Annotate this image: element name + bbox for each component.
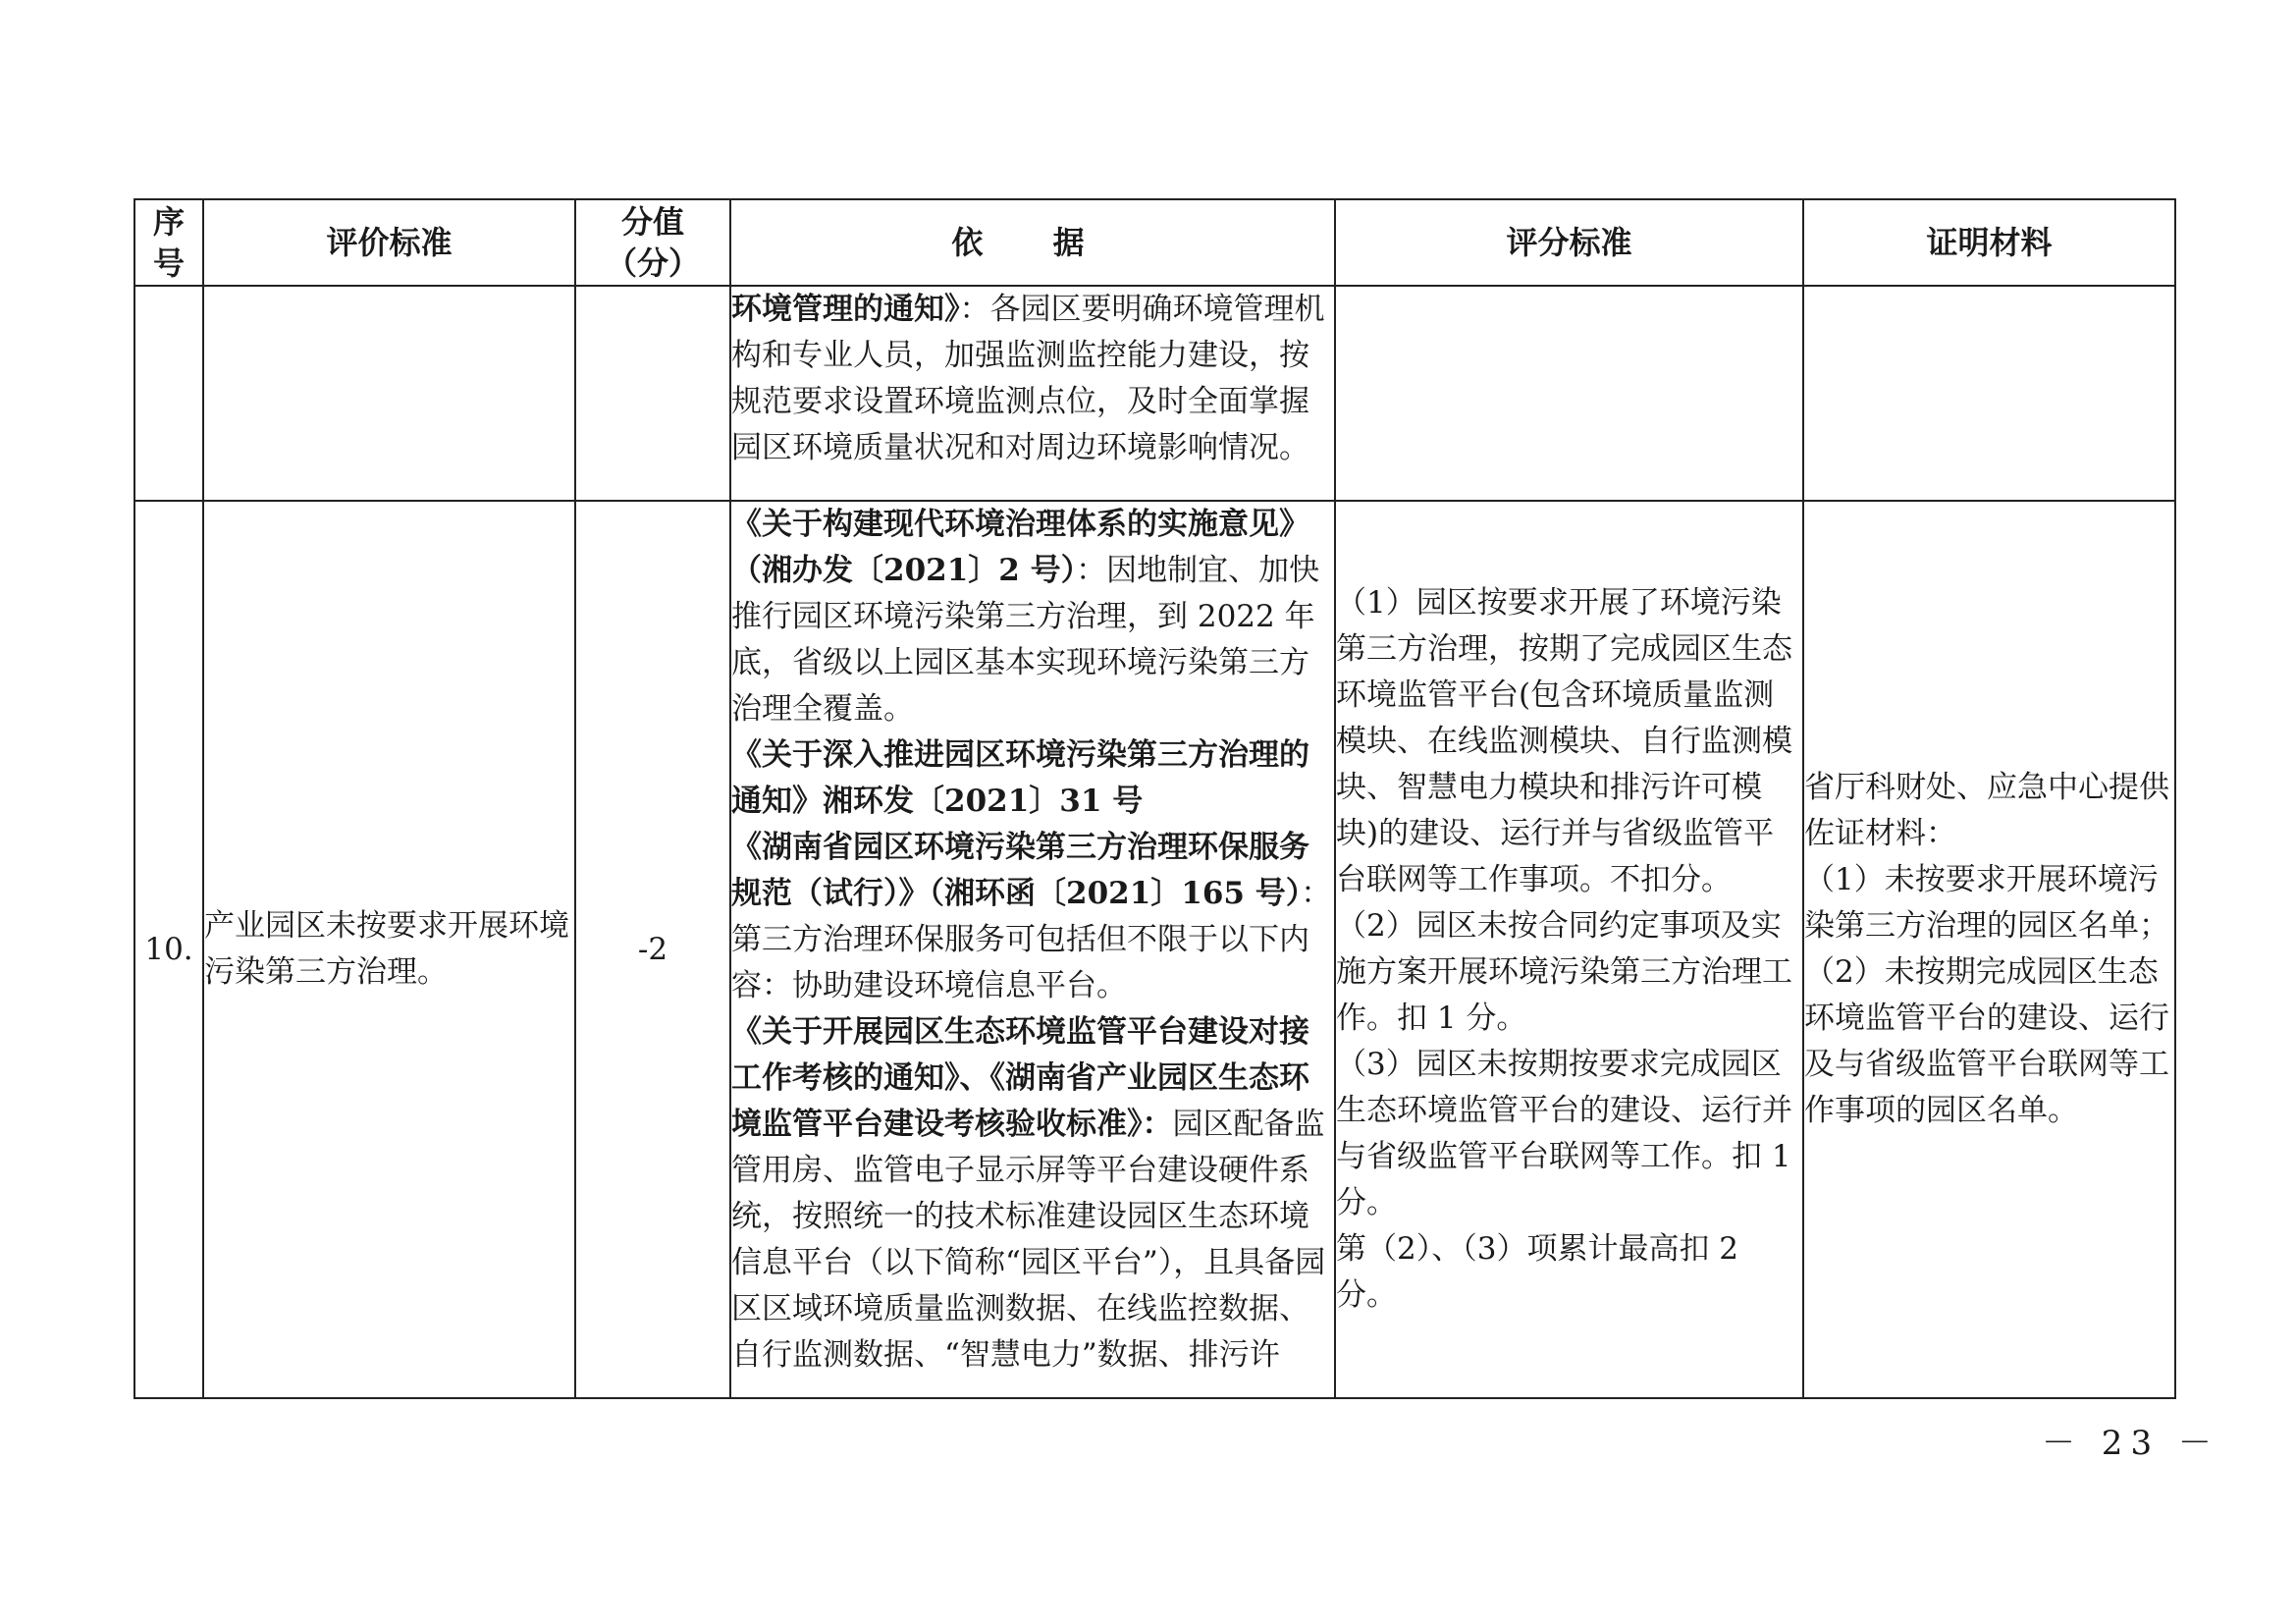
basis-title: 《湖南省园区环境污染第三方治理环保服务规范（试行）》（湘环函〔2021〕165 号）: [731, 830, 1309, 911]
basis-paragraph: [731, 732, 1334, 825]
scoring-item: （1）园区按要求开展了环境污染第三方治理，按期了完成园区生态环境监管平台(包含环境质量监测模块、在线监测模块、自行监测模块、智慧电力模块和排污许可模块)的建设、运行并与省级监管平台联网等工作事项。不扣分。: [1336, 585, 1792, 897]
basis-paragraph: [731, 1009, 1334, 1379]
evaluation-table: [133, 198, 2176, 1399]
basis-text: ：因地制宜、加快推行园区环境污染第三方治理，到 2022 年底，省级以上园区基本实现环境污染第三方治理全覆盖。: [731, 553, 1320, 727]
basis-paragraph: [731, 287, 1334, 471]
cell-criterion: 产业园区未按要求开展环境污染第三方治理。: [203, 501, 575, 1398]
header-index: [134, 199, 203, 286]
header-score: [575, 199, 730, 286]
cell-scoring: [1335, 501, 1803, 1398]
basis-text: ：各园区要明确环境管理机构和专业人员，加强监测监控能力建设，按规范要求设置环境监测点位，及时全面掌握园区环境质量状况和对周边环境影响情况。: [731, 292, 1325, 465]
header-evidence: 证明材料: [1803, 199, 2175, 286]
basis-title: 环境管理的通知》: [731, 292, 960, 327]
table-row-continued: [134, 286, 2175, 501]
page-number: － 23 －: [2042, 1424, 2219, 1463]
cell-criterion-empty: [203, 286, 575, 501]
cell-index-empty: [134, 286, 203, 501]
scoring-item: 第（2）、（3）项累计最高扣 2 分。: [1336, 1231, 1739, 1313]
header-criterion: 评价标准: [203, 199, 575, 286]
basis-title: 《关于构建现代环境治理体系的实施意见》（湘办发〔2021〕2 号）: [731, 507, 1309, 588]
cell-basis-continued: [730, 286, 1335, 501]
evidence-item: （1）未按要求开展环境污染第三方治理的园区名单；: [1804, 862, 2169, 944]
header-index-line1: 序: [152, 203, 185, 241]
header-row: [134, 199, 2175, 286]
basis-paragraph: [731, 825, 1334, 1009]
header-scoring: 评分标准: [1335, 199, 1803, 286]
header-score-line2: （分）: [605, 244, 700, 282]
basis-text: 园区配备监管用房、监管电子显示屏等平台建设硬件系统，按照统一的技术标准建设园区生态环境信息平台（以下简称“园区平台”），且具备园区区域环境质量监测数据、在线监控数据、自行监测数据、“智慧电力”数据、排污许: [731, 1107, 1326, 1373]
basis-title: 《关于开展园区生态环境监管平台建设对接工作考核的通知》、《湖南省产业园区生态环境监管平台建设考核验收标准》：: [731, 1014, 1309, 1142]
header-basis: 依 据: [730, 199, 1335, 286]
table-row-10: [134, 501, 2175, 1398]
cell-basis: [730, 501, 1335, 1398]
basis-text: ：第三方治理环保服务可包括但不限于以下内容：协助建设环境信息平台。: [731, 876, 1332, 1003]
basis-title: 《关于深入推进园区环境污染第三方治理的通知》湘环发〔2021〕31 号: [731, 737, 1309, 819]
cell-evidence-empty: [1803, 286, 2175, 501]
cell-score: -2: [575, 501, 730, 1398]
cell-scoring-empty: [1335, 286, 1803, 501]
evidence-item: 省厅科财处、应急中心提供佐证材料：: [1804, 770, 2169, 851]
header-index-line2: 号: [152, 244, 185, 282]
cell-index: 10.: [134, 501, 203, 1398]
cell-score-empty: [575, 286, 730, 501]
scoring-item: （3）园区未按期按要求完成园区生态环境监管平台的建设、运行并与省级监管平台联网等工作。扣 1 分。: [1336, 1047, 1792, 1220]
basis-paragraph: [731, 502, 1334, 732]
header-score-line1: 分值: [620, 203, 684, 241]
cell-evidence: [1803, 501, 2175, 1398]
scoring-item: （2）园区未按合同约定事项及实施方案开展环境污染第三方治理工作。扣 1 分。: [1336, 908, 1792, 1036]
evidence-item: （2）未按期完成园区生态环境监管平台的建设、运行及与省级监管平台联网等工作事项的园区名单。: [1804, 954, 2169, 1128]
